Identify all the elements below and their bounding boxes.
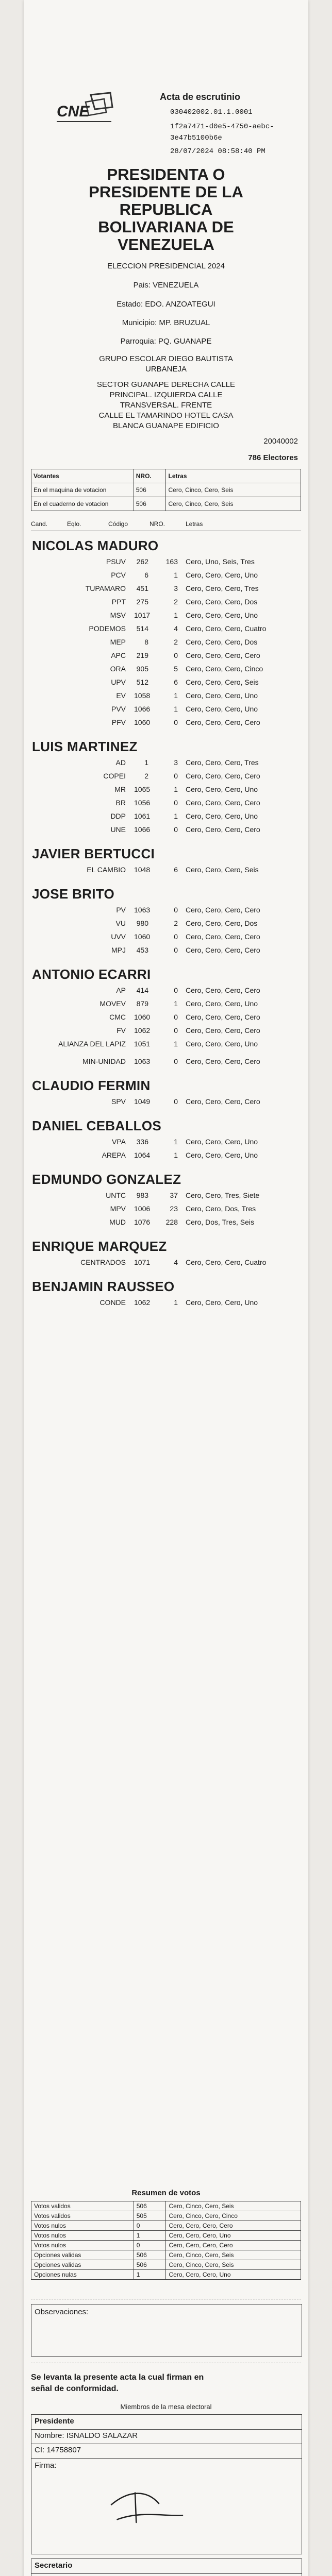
party-row [31, 1205, 301, 1216]
party-code: UNTC [106, 1191, 126, 1199]
votantes-words: Cero, Cinco, Cero, Seis [166, 497, 301, 511]
party-code: AP [116, 986, 126, 994]
acta-title: Acta de escrutinio [160, 92, 241, 102]
party-votes-words: Cero, Cero, Cero, Cero [186, 933, 260, 941]
party-number: 879 [136, 999, 148, 1008]
party-votes: 1 [174, 812, 178, 820]
party-row [31, 919, 301, 930]
member-role: Secretario [35, 2561, 73, 2570]
party-number: 1063 [134, 906, 151, 914]
party-votes-words: Cero, Cero, Cero, Cinco [186, 665, 263, 673]
votantes-label: En el maquina de votacion [31, 483, 134, 497]
party-votes: 1 [174, 691, 178, 700]
party-code: PFV [111, 718, 126, 726]
party-code: UNE [110, 825, 126, 834]
party-number: 1062 [134, 1298, 151, 1307]
resumen-words: Cero, Cero, Cero, Cero [166, 2241, 301, 2250]
codigo-centro: 20040002 [263, 437, 298, 446]
party-votes: 4 [174, 624, 178, 633]
direccion-line-3: TRANSVERSAL. FRENTE [120, 401, 212, 410]
party-votes-words: Cero, Cero, Cero, Cero [186, 906, 260, 914]
party-row [31, 906, 301, 917]
resumen-number: 506 [134, 2250, 166, 2260]
resumen-row [31, 2221, 301, 2231]
party-number: 1 [144, 758, 148, 767]
resumen-label: Votos validos [31, 2211, 134, 2221]
logo-text: CNE [57, 103, 90, 120]
party-votes: 0 [174, 986, 178, 994]
party-row [31, 665, 301, 676]
member-box-line [31, 2573, 302, 2574]
candidate-column-headers [31, 520, 301, 532]
party-code: SPV [111, 1097, 126, 1106]
party-code: ORA [110, 665, 126, 673]
party-votes-words: Cero, Cero, Cero, Tres [186, 758, 259, 767]
party-votes: 23 [170, 1205, 178, 1213]
party-row [31, 933, 301, 944]
party-row [31, 571, 301, 582]
resumen-words: Cero, Cero, Cero, Cero [166, 2221, 301, 2231]
codigo-header: Código [108, 520, 128, 528]
party-row [31, 1057, 301, 1069]
party-row [31, 1298, 301, 1310]
party-votes: 1 [174, 999, 178, 1008]
party-code: UPV [111, 678, 126, 686]
party-number: 1049 [134, 1097, 151, 1106]
party-code: CENTRADOS [80, 1258, 126, 1266]
party-code: BR [115, 799, 126, 807]
party-row [31, 758, 301, 770]
party-votes: 0 [174, 1057, 178, 1065]
party-code: PODEMOS [89, 624, 126, 633]
party-code: DDP [110, 812, 126, 820]
party-row [31, 624, 301, 636]
party-votes: 1 [174, 571, 178, 579]
member-box-line [31, 2429, 302, 2430]
party-code: PV [116, 906, 126, 914]
party-number: 1061 [134, 812, 151, 820]
party-code: MOVEV [99, 999, 126, 1008]
votantes-number: 506 [134, 497, 166, 511]
party-number: 262 [136, 557, 148, 566]
acta-paper [24, 0, 308, 2576]
party-number: 414 [136, 986, 148, 994]
party-row [31, 1040, 301, 1051]
nro-col-header: NRO. [150, 520, 165, 528]
candidate-name: LUIS MARTINEZ [32, 739, 138, 754]
party-number: 1076 [134, 1218, 151, 1226]
party-votes-words: Cero, Cero, Cero, Cero [186, 825, 260, 834]
party-code: CMC [109, 1013, 126, 1021]
votantes-table [31, 469, 301, 511]
party-row [31, 946, 301, 957]
parroquia: Parroquia: PQ. GUANAPE [120, 337, 212, 346]
votantes-number: 506 [134, 483, 166, 497]
party-row [31, 866, 301, 877]
party-code: MR [114, 785, 126, 793]
estado: Estado: EDO. ANZOATEGUI [117, 300, 215, 309]
direccion-line-5: BLANCA GUANAPE EDIFICIO [113, 421, 219, 430]
party-number: 1065 [134, 785, 151, 793]
resumen-row [31, 2241, 301, 2250]
party-votes-words: Cero, Cero, Cero, Uno [186, 1151, 258, 1159]
party-votes-words: Cero, Cero, Cero, Cuatro [186, 624, 267, 633]
party-number: 451 [136, 584, 148, 592]
party-number: 1048 [134, 866, 151, 874]
party-code: PVV [111, 705, 126, 713]
party-row [31, 584, 301, 596]
resumen-row [31, 2270, 301, 2280]
party-row [31, 1151, 301, 1162]
party-code: PCV [111, 571, 126, 579]
party-row [31, 825, 301, 837]
party-votes-words: Cero, Cero, Cero, Cero [186, 1057, 260, 1065]
party-number: 1063 [134, 1057, 151, 1065]
party-votes-words: Cero, Cero, Cero, Cero [186, 799, 260, 807]
party-row [31, 986, 301, 997]
resumen-label: Opciones validas [31, 2250, 134, 2260]
party-code: AREPA [102, 1151, 126, 1159]
party-votes-words: Cero, Cero, Cero, Cero [186, 946, 260, 954]
acta-uuid-part1: 1f2a7471-d0e5-4750-aebc- [170, 123, 274, 131]
party-number: 514 [136, 624, 148, 633]
party-votes-words: Cero, Cero, Cero, Uno [186, 812, 258, 820]
party-votes-words: Cero, Cero, Cero, Cero [186, 1097, 260, 1106]
direccion-line-1: SECTOR GUANAPE DERECHA CALLE [96, 380, 236, 389]
conformidad-text-2: señal de conformidad. [31, 2384, 119, 2393]
party-code: MPV [110, 1205, 126, 1213]
party-votes: 4 [174, 1258, 178, 1266]
party-votes-words: Cero, Cero, Cero, Cero [186, 986, 260, 994]
party-number: 1051 [134, 1040, 151, 1048]
party-votes-words: Cero, Cero, Cero, Seis [186, 866, 259, 874]
party-number: 1056 [134, 799, 151, 807]
observaciones-label: Observaciones: [35, 2308, 89, 2316]
party-votes: 2 [174, 919, 178, 927]
party-row [31, 785, 301, 796]
direccion-line-4: CALLE EL TAMARINDO HOTEL CASA [98, 411, 234, 420]
party-votes-words: Cero, Cero, Cero, Cero [186, 1026, 260, 1035]
votantes-label: En el cuaderno de votacion [31, 497, 134, 511]
resumen-label: Votos nulos [31, 2241, 134, 2250]
member-box [31, 2558, 302, 2576]
party-code: EL CAMBIO [87, 866, 126, 874]
party-row [31, 691, 301, 703]
member-box-line [31, 2458, 302, 2459]
party-code: FV [117, 1026, 126, 1035]
party-number: 905 [136, 665, 148, 673]
party-votes: 37 [170, 1191, 178, 1199]
party-votes: 1 [174, 611, 178, 619]
party-row [31, 1026, 301, 1038]
party-votes: 5 [174, 665, 178, 673]
resumen-row [31, 2260, 301, 2270]
resumen-number: 1 [134, 2231, 166, 2241]
acta-uuid-part2: 3e47b5100b6e [170, 134, 222, 142]
party-votes-words: Cero, Cero, Dos, Tres [186, 1205, 256, 1213]
candidate-name: EDMUNDO GONZALEZ [32, 1172, 181, 1187]
resumen-row [31, 2201, 301, 2211]
votantes-words: Cero, Cinco, Cero, Seis [166, 483, 301, 497]
party-number: 980 [136, 919, 148, 927]
candidate-name: JOSE BRITO [32, 886, 115, 902]
party-row [31, 1097, 301, 1109]
member-ci: CI: 14758807 [35, 2446, 81, 2454]
party-row [31, 772, 301, 783]
party-votes: 1 [174, 1138, 178, 1146]
party-code: COPEI [103, 772, 126, 780]
resumen-row [31, 2231, 301, 2241]
resumen-label: Votos nulos [31, 2231, 134, 2241]
party-row [31, 678, 301, 689]
party-votes-words: Cero, Cero, Cero, Cuatro [186, 1258, 267, 1266]
resumen-words: Cero, Cinco, Cero, Seis [166, 2260, 301, 2270]
candidate-name: ENRIQUE MARQUEZ [32, 1239, 167, 1254]
member-role: Presidente [35, 2417, 74, 2426]
candidate-name: CLAUDIO FERMIN [32, 1078, 151, 1093]
party-number: 336 [136, 1138, 148, 1146]
party-number: 1071 [134, 1258, 151, 1266]
party-votes: 0 [174, 906, 178, 914]
resumen-row [31, 2250, 301, 2260]
election-title-1: PRESIDENTA O [107, 165, 225, 183]
election-name: ELECCION PRESIDENCIAL 2024 [107, 262, 225, 270]
party-votes: 2 [174, 598, 178, 606]
party-code: MEP [110, 638, 126, 646]
pais: Pais: VENEZUELA [133, 281, 199, 290]
candidate-name: JAVIER BERTUCCI [32, 846, 155, 861]
party-code: TUPAMARO [85, 584, 126, 592]
party-number: 1066 [134, 825, 151, 834]
centro-line-2: URBANEJA [145, 365, 187, 374]
party-code: APC [111, 651, 126, 659]
party-row [31, 638, 301, 649]
party-votes-words: Cero, Cero, Cero, Uno [186, 1298, 258, 1307]
resumen-words: Cero, Cero, Cero, Uno [166, 2270, 301, 2280]
party-code: AD [115, 758, 126, 767]
votantes-header-row [31, 469, 301, 483]
party-row [31, 705, 301, 716]
party-votes-words: Cero, Cero, Tres, Siete [186, 1191, 260, 1199]
resumen-number: 506 [134, 2201, 166, 2211]
party-number: 453 [136, 946, 148, 954]
candidate-name: BENJAMIN RAUSSEO [32, 1279, 175, 1294]
party-number: 6 [144, 571, 148, 579]
acta-datetime: 28/07/2024 08:58:40 PM [170, 147, 265, 156]
party-number: 2 [144, 772, 148, 780]
eqlo-header: Eqlo. [67, 520, 81, 528]
party-code: VU [115, 919, 126, 927]
party-votes: 3 [174, 584, 178, 592]
party-row [31, 1013, 301, 1024]
party-row [31, 557, 301, 569]
party-row [31, 598, 301, 609]
party-votes-words: Cero, Dos, Tres, Seis [186, 1218, 255, 1226]
party-row [31, 799, 301, 810]
party-votes: 1 [174, 1040, 178, 1048]
party-code: MPJ [111, 946, 126, 954]
resumen-number: 0 [134, 2241, 166, 2250]
party-votes: 0 [174, 946, 178, 954]
party-votes: 0 [174, 718, 178, 726]
party-number: 8 [144, 638, 148, 646]
party-votes-words: Cero, Uno, Seis, Tres [186, 557, 255, 566]
party-votes: 163 [165, 557, 178, 566]
party-number: 1066 [134, 705, 151, 713]
party-votes-words: Cero, Cero, Cero, Seis [186, 678, 259, 686]
party-number: 1062 [134, 1026, 151, 1035]
party-votes-words: Cero, Cero, Cero, Dos [186, 919, 258, 927]
party-number: 983 [136, 1191, 148, 1199]
party-number: 1006 [134, 1205, 151, 1213]
party-code: CONDE [99, 1298, 126, 1307]
candidate-name: ANTONIO ECARRI [32, 967, 151, 982]
party-row [31, 718, 301, 730]
party-number: 1064 [134, 1151, 151, 1159]
party-votes: 0 [174, 1013, 178, 1021]
resumen-title: Resumen de votos [131, 2189, 201, 2197]
party-votes: 3 [174, 758, 178, 767]
resumen-row [31, 2211, 301, 2221]
party-votes-words: Cero, Cero, Cero, Uno [186, 999, 258, 1008]
resumen-number: 505 [134, 2211, 166, 2221]
party-number: 1017 [134, 611, 151, 619]
party-votes-words: Cero, Cero, Cero, Uno [186, 571, 258, 579]
party-votes: 1 [174, 705, 178, 713]
party-number: 1060 [134, 933, 151, 941]
election-title-4: BOLIVARIANA DE [98, 218, 234, 236]
party-votes-words: Cero, Cero, Cero, Uno [186, 691, 258, 700]
party-code: MUD [109, 1218, 126, 1226]
party-code: PSUV [106, 557, 126, 566]
member-box [31, 2414, 302, 2554]
resumen-words: Cero, Cinco, Cero, Cinco [166, 2211, 301, 2221]
party-number: 1060 [134, 718, 151, 726]
party-number: 219 [136, 651, 148, 659]
party-number: 1058 [134, 691, 151, 700]
resumen-label: Votos validos [31, 2201, 134, 2211]
party-votes: 0 [174, 799, 178, 807]
party-row [31, 1191, 301, 1202]
members-title: Miembros de la mesa electoral [120, 2403, 212, 2411]
resumen-words: Cero, Cinco, Cero, Seis [166, 2201, 301, 2211]
party-code: EV [116, 691, 126, 700]
resumen-label: Votos nulos [31, 2221, 134, 2231]
cne-logo [55, 92, 117, 126]
party-votes-words: Cero, Cero, Cero, Cero [186, 651, 260, 659]
election-title-3: REPUBLICA [119, 200, 213, 218]
observaciones-box [31, 2304, 302, 2357]
resumen-words: Cero, Cero, Cero, Uno [166, 2231, 301, 2241]
party-row [31, 1138, 301, 1149]
party-votes: 0 [174, 1097, 178, 1106]
party-code: MIN-UNIDAD [82, 1057, 126, 1065]
resumen-words: Cero, Cinco, Cero, Seis [166, 2250, 301, 2260]
resumen-number: 1 [134, 2270, 166, 2280]
party-votes: 2 [174, 638, 178, 646]
party-votes-words: Cero, Cero, Cero, Cero [186, 718, 260, 726]
party-votes: 6 [174, 678, 178, 686]
letras-header: Letras [166, 469, 301, 483]
cand-header: Cand. [31, 520, 48, 528]
candidate-name: DANIEL CEBALLOS [32, 1118, 162, 1133]
party-number: 1060 [134, 1013, 151, 1021]
election-title-5: VENEZUELA [118, 235, 214, 253]
candidate-name: NICOLAS MADURO [32, 538, 159, 553]
party-votes: 6 [174, 866, 178, 874]
resumen-number: 506 [134, 2260, 166, 2270]
party-votes-words: Cero, Cero, Cero, Uno [186, 1040, 258, 1048]
centro-line-1: GRUPO ESCOLAR DIEGO BAUTISTA [99, 354, 233, 363]
direccion-line-2: PRINCIPAL. IZQUIERDA CALLE [109, 391, 223, 399]
votantes-row [31, 483, 301, 497]
party-code: ALIANZA DEL LAPIZ [58, 1040, 126, 1048]
party-votes: 0 [174, 825, 178, 834]
resumen-number: 0 [134, 2221, 166, 2231]
party-votes-words: Cero, Cero, Cero, Uno [186, 611, 258, 619]
letras-col-header: Letras [186, 520, 203, 528]
conformidad-text-1: Se levanta la presente acta la cual firman en [31, 2373, 204, 2382]
party-votes-words: Cero, Cero, Cero, Uno [186, 785, 258, 793]
resumen-label: Opciones validas [31, 2260, 134, 2270]
resumen-table [31, 2201, 301, 2280]
acta-code: 030402002.01.1.0001 [170, 108, 253, 116]
votantes-header: Votantes [31, 469, 134, 483]
municipio: Municipio: MP. BRUZUAL [122, 318, 210, 327]
party-votes-words: Cero, Cero, Cero, Dos [186, 598, 258, 606]
party-row [31, 1218, 301, 1229]
nro-header: NRO. [134, 469, 166, 483]
party-votes: 1 [174, 785, 178, 793]
votantes-row [31, 497, 301, 511]
party-code: UVV [111, 933, 126, 941]
party-votes: 1 [174, 1298, 178, 1307]
party-votes-words: Cero, Cero, Cero, Uno [186, 705, 258, 713]
member-firma-label: Firma: [35, 2461, 57, 2470]
party-row [31, 812, 301, 823]
party-votes: 0 [174, 1026, 178, 1035]
resumen-label: Opciones nulas [31, 2270, 134, 2280]
member-nombre: Nombre: ISNALDO SALAZAR [35, 2431, 138, 2440]
party-votes: 0 [174, 651, 178, 659]
party-votes: 0 [174, 772, 178, 780]
party-votes-words: Cero, Cero, Cero, Cero [186, 1013, 260, 1021]
party-votes: 0 [174, 933, 178, 941]
election-title-2: PRESIDENTE DE LA [89, 183, 243, 201]
party-votes-words: Cero, Cero, Cero, Dos [186, 638, 258, 646]
party-number: 512 [136, 678, 148, 686]
party-code: PPT [111, 598, 126, 606]
party-row [31, 1258, 301, 1269]
party-row [31, 999, 301, 1011]
party-votes: 1 [174, 1151, 178, 1159]
party-votes-words: Cero, Cero, Cero, Uno [186, 1138, 258, 1146]
party-code: MSV [110, 611, 126, 619]
handwritten-signature [93, 2487, 248, 2534]
party-code: VPA [112, 1138, 126, 1146]
party-row [31, 651, 301, 663]
party-row [31, 611, 301, 622]
party-votes: 228 [165, 1218, 178, 1226]
party-votes-words: Cero, Cero, Cero, Cero [186, 772, 260, 780]
electores-count: 786 Electores [248, 453, 298, 462]
party-votes-words: Cero, Cero, Cero, Tres [186, 584, 259, 592]
party-number: 275 [136, 598, 148, 606]
